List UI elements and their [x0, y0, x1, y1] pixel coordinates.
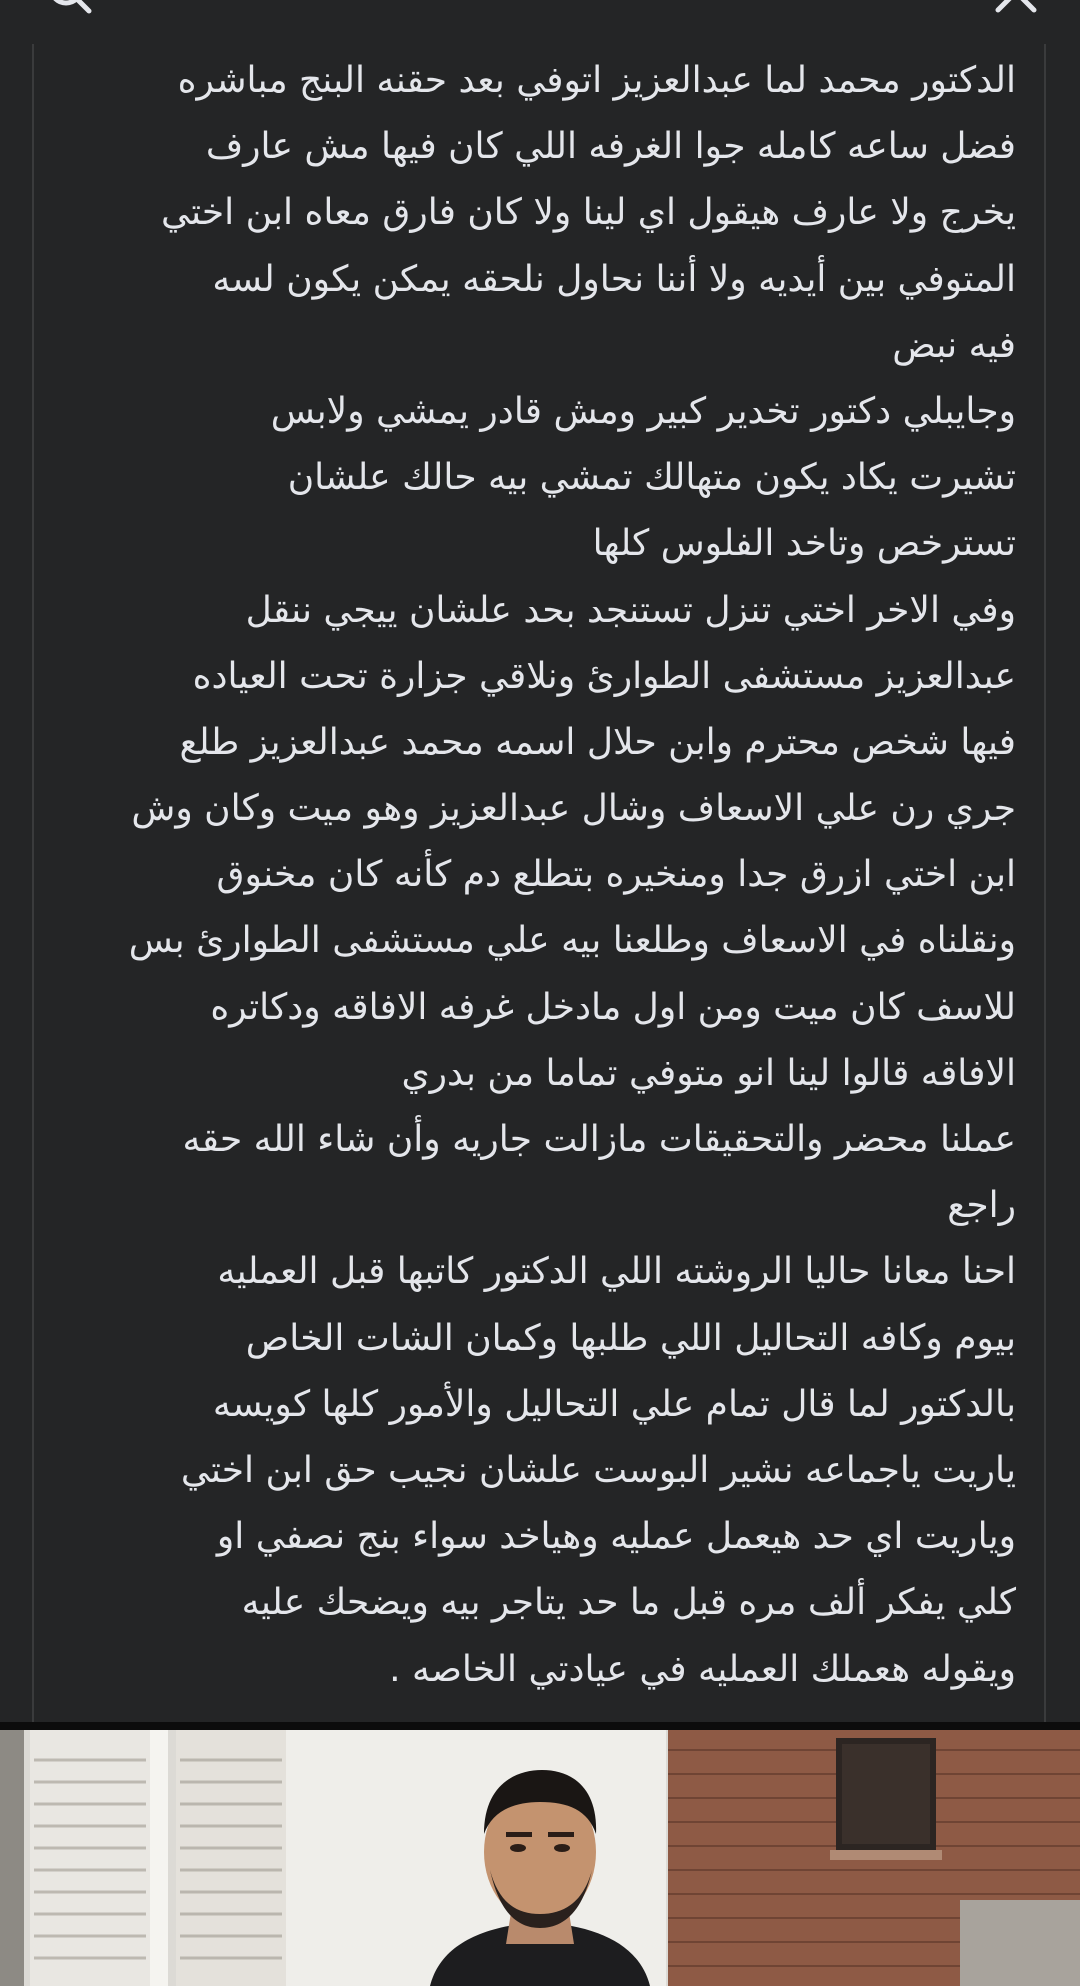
post-text-line: فضل ساعه كامله جوا الغرفه اللي كان فيها مش عارف: [205, 126, 1016, 168]
post-text-line: راجع: [947, 1185, 1016, 1227]
post-text-line: فيه نبض: [892, 324, 1016, 366]
close-icon[interactable]: [994, 0, 1038, 14]
post-text-line: جري رن علي الاسعاف وشال عبدالعزيز وهو ميت وكان وش: [131, 788, 1016, 830]
post-text-line: عملنا محضر والتحقيقات مازالت جاريه وأن شاء الله حقه: [182, 1119, 1016, 1160]
post-text-line: الافاقه قالوا لينا انو متوفي تماما من بدري: [401, 1052, 1016, 1094]
post-photo[interactable]: [0, 1730, 1080, 1986]
post-text-line: الدكتور محمد لما عبدالعزيز اتوفي بعد حقنه البنج مباشره: [177, 60, 1016, 101]
post-text-line: عبدالعزيز مستشفى الطوارئ ونلاقي جزارة تحت العياده: [192, 655, 1016, 697]
post-text-line: ويقوله هعملك العمليه في عيادتي الخاصه .: [389, 1648, 1016, 1690]
search-icon[interactable]: [44, 0, 92, 14]
post-body-text: [60, 48, 1016, 1703]
post-text-line: ابن اختي ازرق جدا ومنخيره بتطلع دم كأنه كان مخنوق: [216, 854, 1016, 896]
post-text-line: للاسف كان ميت ومن اول مادخل غرفه الافاقه ودكاتره: [210, 986, 1016, 1028]
top-bar: [0, 0, 1080, 44]
post-text-line: احنا معانا حاليا الروشته اللي الدكتور كاتبها قبل العمليه: [217, 1251, 1016, 1293]
post-text-line: ونقلناه في الاسعاف وطلعنا بيه علي مستشفى الطوارئ بس: [128, 920, 1016, 962]
post-text-line: يخرج ولا عارف هيقول اي لينا ولا كان فارق معاه ابن اختي: [161, 192, 1016, 234]
post-text-line: ياريت ياجماعه نشير البوست علشان نجيب حق ابن اختي: [180, 1449, 1016, 1491]
post-text-line: تشيرت يكاد يكون متهالك تمشي بيه حالك علشان: [287, 457, 1016, 499]
photo-illustration: [0, 1730, 1080, 1986]
post-text-line: كلي يفكر ألف مره قبل ما حد يتاجر بيه ويضحك عليه: [241, 1582, 1016, 1624]
post-divider: [0, 1722, 1080, 1730]
post-text-line: بيوم وكافه التحاليل اللي طلبها وكمان الشات الخاص: [245, 1317, 1016, 1359]
post-text-line: تسترخص وتاخد الفلوس كلها: [592, 523, 1016, 565]
post-text-line: وياريت اي حد هيعمل عمليه وهياخد سواء بنج نصفي او: [216, 1516, 1016, 1558]
post-text-line: وجايبلي دكتور تخدير كبير ومش قادر يمشي ولابس: [270, 390, 1016, 432]
post-text-line: فيها شخص محترم وابن حلال اسمه محمد عبدالعزيز طلع: [179, 721, 1016, 763]
post-text-line: المتوفي بين أيديه ولا أننا نحاول نلحقه يمكن يكون لسه: [212, 258, 1016, 300]
post-text-line: بالدكتور لما قال تمام علي التحاليل والأمور كلها كويسه: [212, 1383, 1016, 1425]
post-text-line: وفي الاخر اختي تنزل تستنجد بحد علشان ييجي ننقل: [245, 589, 1016, 631]
